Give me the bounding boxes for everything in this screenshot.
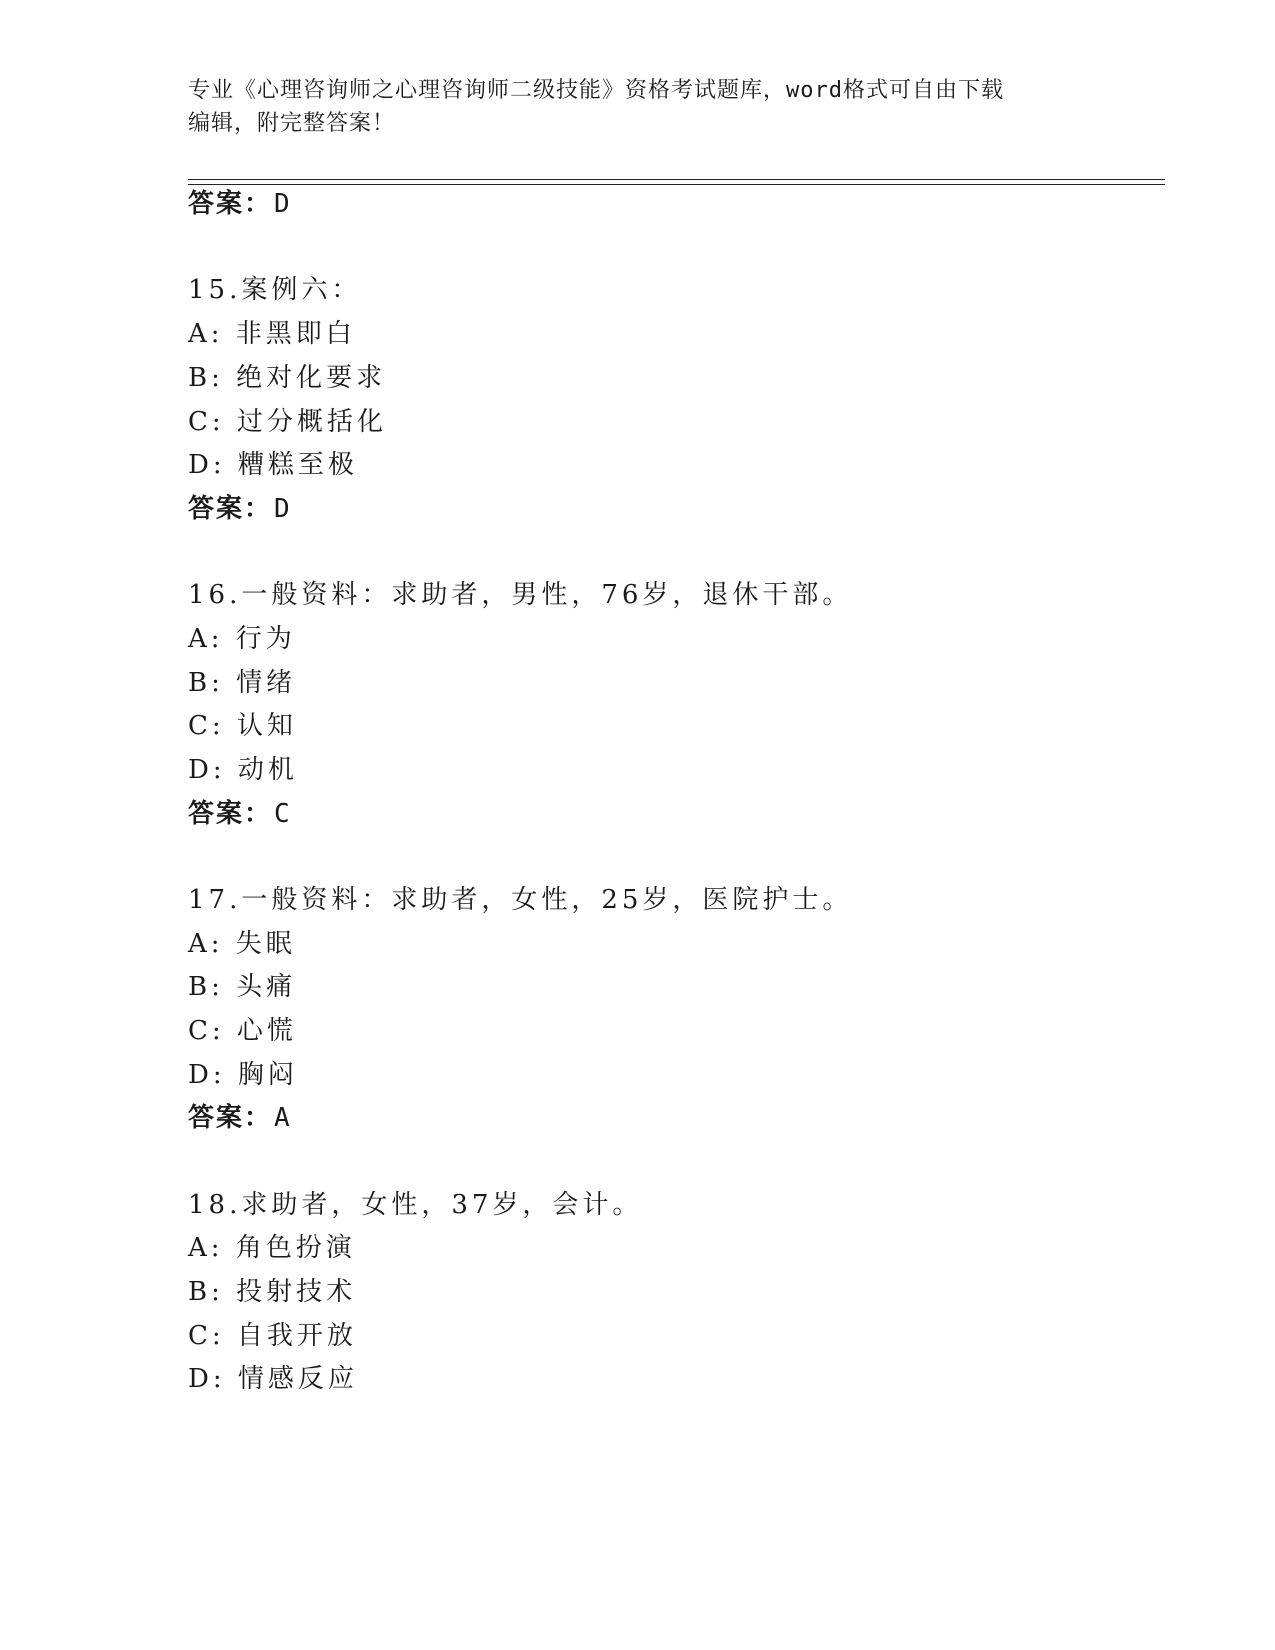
question-18-option-d: D: 情感反应: [188, 1364, 358, 1394]
question-15-option-b: B: 绝对化要求: [188, 363, 387, 393]
question-16-option-b: B: 情绪: [188, 668, 297, 698]
question-16-option-d: D: 动机: [188, 755, 298, 785]
question-15-option-d: D: 糟糕至极: [188, 450, 358, 480]
answer-line-17: [188, 1101, 292, 1135]
answer-line-16: [188, 797, 292, 831]
answer-value: A: [274, 1103, 292, 1133]
question-17-option-c: C: 心慌: [188, 1016, 297, 1046]
answer-label: 答案：: [188, 1103, 273, 1133]
question-15-option-a: A: 非黑即白: [188, 319, 356, 349]
header-divider-top: [188, 179, 1165, 180]
answer-line-15: [188, 492, 292, 526]
question-15-option-c: C: 过分概括化: [188, 407, 387, 437]
question-17-option-b: B: 头痛: [188, 972, 297, 1002]
header-divider-bottom: [188, 184, 1165, 185]
question-18-option-a: A: 角色扮演: [188, 1233, 356, 1263]
question-17-stem: 17.一般资料：求助者，女性，25岁，医院护士。: [188, 885, 853, 915]
question-15-stem: 15.案例六：: [188, 275, 362, 305]
question-17-option-d: D: 胸闷: [188, 1060, 298, 1090]
answer-label: 答案：: [188, 189, 273, 219]
answer-label: 答案：: [188, 799, 273, 829]
question-17-option-a: A: 失眠: [188, 929, 296, 959]
question-16-option-a: A: 行为: [188, 624, 296, 654]
question-16-option-c: C: 认知: [188, 711, 297, 741]
question-16-stem: 16.一般资料：求助者，男性，76岁，退休干部。: [188, 580, 853, 610]
answer-line-prev: [188, 187, 292, 221]
header-line-1: 专业《心理咨询师之心理咨询师二级技能》资格考试题库，word格式可自由下载: [188, 78, 1004, 103]
answer-value: D: [274, 494, 292, 524]
document-header: [188, 74, 1088, 140]
header-line-2: 编辑，附完整答案！: [188, 111, 396, 136]
question-18-stem: 18.求助者，女性，37岁，会计。: [188, 1190, 643, 1220]
answer-label: 答案：: [188, 494, 273, 524]
question-18-option-b: B: 投射技术: [188, 1277, 357, 1307]
answer-value: C: [274, 799, 292, 829]
question-18-option-c: C: 自我开放: [188, 1321, 357, 1351]
answer-value: D: [274, 189, 292, 219]
